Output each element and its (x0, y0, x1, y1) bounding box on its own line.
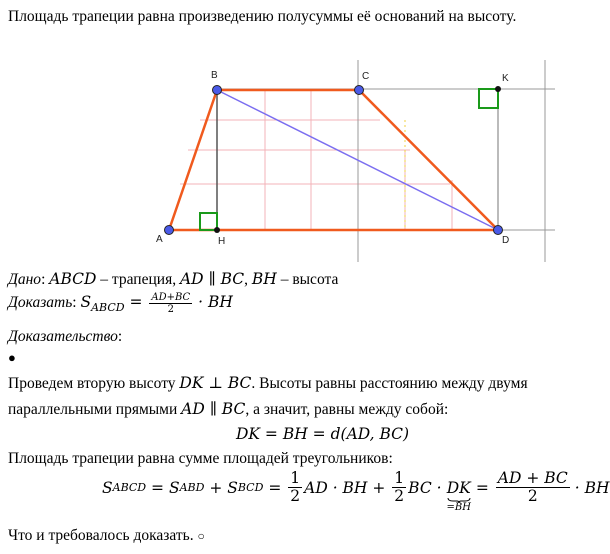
label-k: K (502, 73, 509, 84)
given-parallel: AD ∥ BC (179, 270, 245, 288)
trapezoid-abcd (169, 90, 498, 230)
label-a: A (156, 234, 163, 245)
trapezoid-figure (150, 52, 570, 266)
right-angle-h (200, 213, 217, 230)
label-h: H (218, 236, 226, 247)
prove-label: Доказать (8, 294, 73, 312)
equation-heights: DK = BH = d(AD, BC) (236, 425, 410, 443)
proof-line-1: Проведем вторую высоту DK ⊥ BC. Высоты равны расстоянию между двумя (8, 374, 528, 392)
fraction-half-1: $\frac{1}{2}$ (290, 469, 301, 506)
given-bh: BH (251, 270, 277, 288)
point-a (165, 226, 174, 235)
label-b: B (211, 70, 218, 81)
fraction-half-2: $\frac{1}{2}$ (394, 469, 405, 506)
equation-area: S ABCD = S ABD + S BCD = $\frac{1}{2}$ AD · BH + $\frac{1}{2}$ BC · DK =BH = $\frac{AD + BC}{2}$ · BH (102, 469, 610, 513)
given-line: Дано: ABCD – трапеция, AD ∥ BC, BH – высота (8, 270, 339, 288)
label-d: D (502, 235, 510, 246)
prove-fraction: $\frac{AD+BC}{2}$ (151, 292, 191, 315)
label-c: C (362, 71, 370, 82)
proof-line-3: Площадь трапеции равна сумме площадей треугольников: (8, 450, 393, 467)
point-d (494, 226, 503, 235)
end-mark: ○ (197, 529, 205, 543)
point-k (495, 86, 501, 92)
given-label: Дано (8, 271, 42, 288)
grid-lines (180, 90, 452, 230)
point-c (355, 86, 364, 95)
prove-line: Доказать: $S_{ABCD}$ = $\frac{AD+BC}{2}$ · BH (8, 292, 233, 315)
given-abcd: ABCD (49, 270, 97, 288)
right-angle-k (479, 89, 498, 108)
heading: Площадь трапеции равна произведению полусуммы её оснований на высоту. (8, 8, 517, 25)
proof-label: Доказательство: (8, 328, 123, 345)
point-h (214, 227, 220, 233)
proof-line-2: параллельными прямыми AD ∥ BC, а значит, равны между собой: (8, 400, 449, 418)
dk-underbrace: DK =BH (446, 478, 471, 513)
bullet: ● (8, 350, 16, 365)
point-b (213, 86, 222, 95)
conclusion: Что и требовалось доказать. ○ (8, 527, 205, 544)
fraction-sum: $\frac{AD + BC}{2}$ (497, 469, 568, 506)
